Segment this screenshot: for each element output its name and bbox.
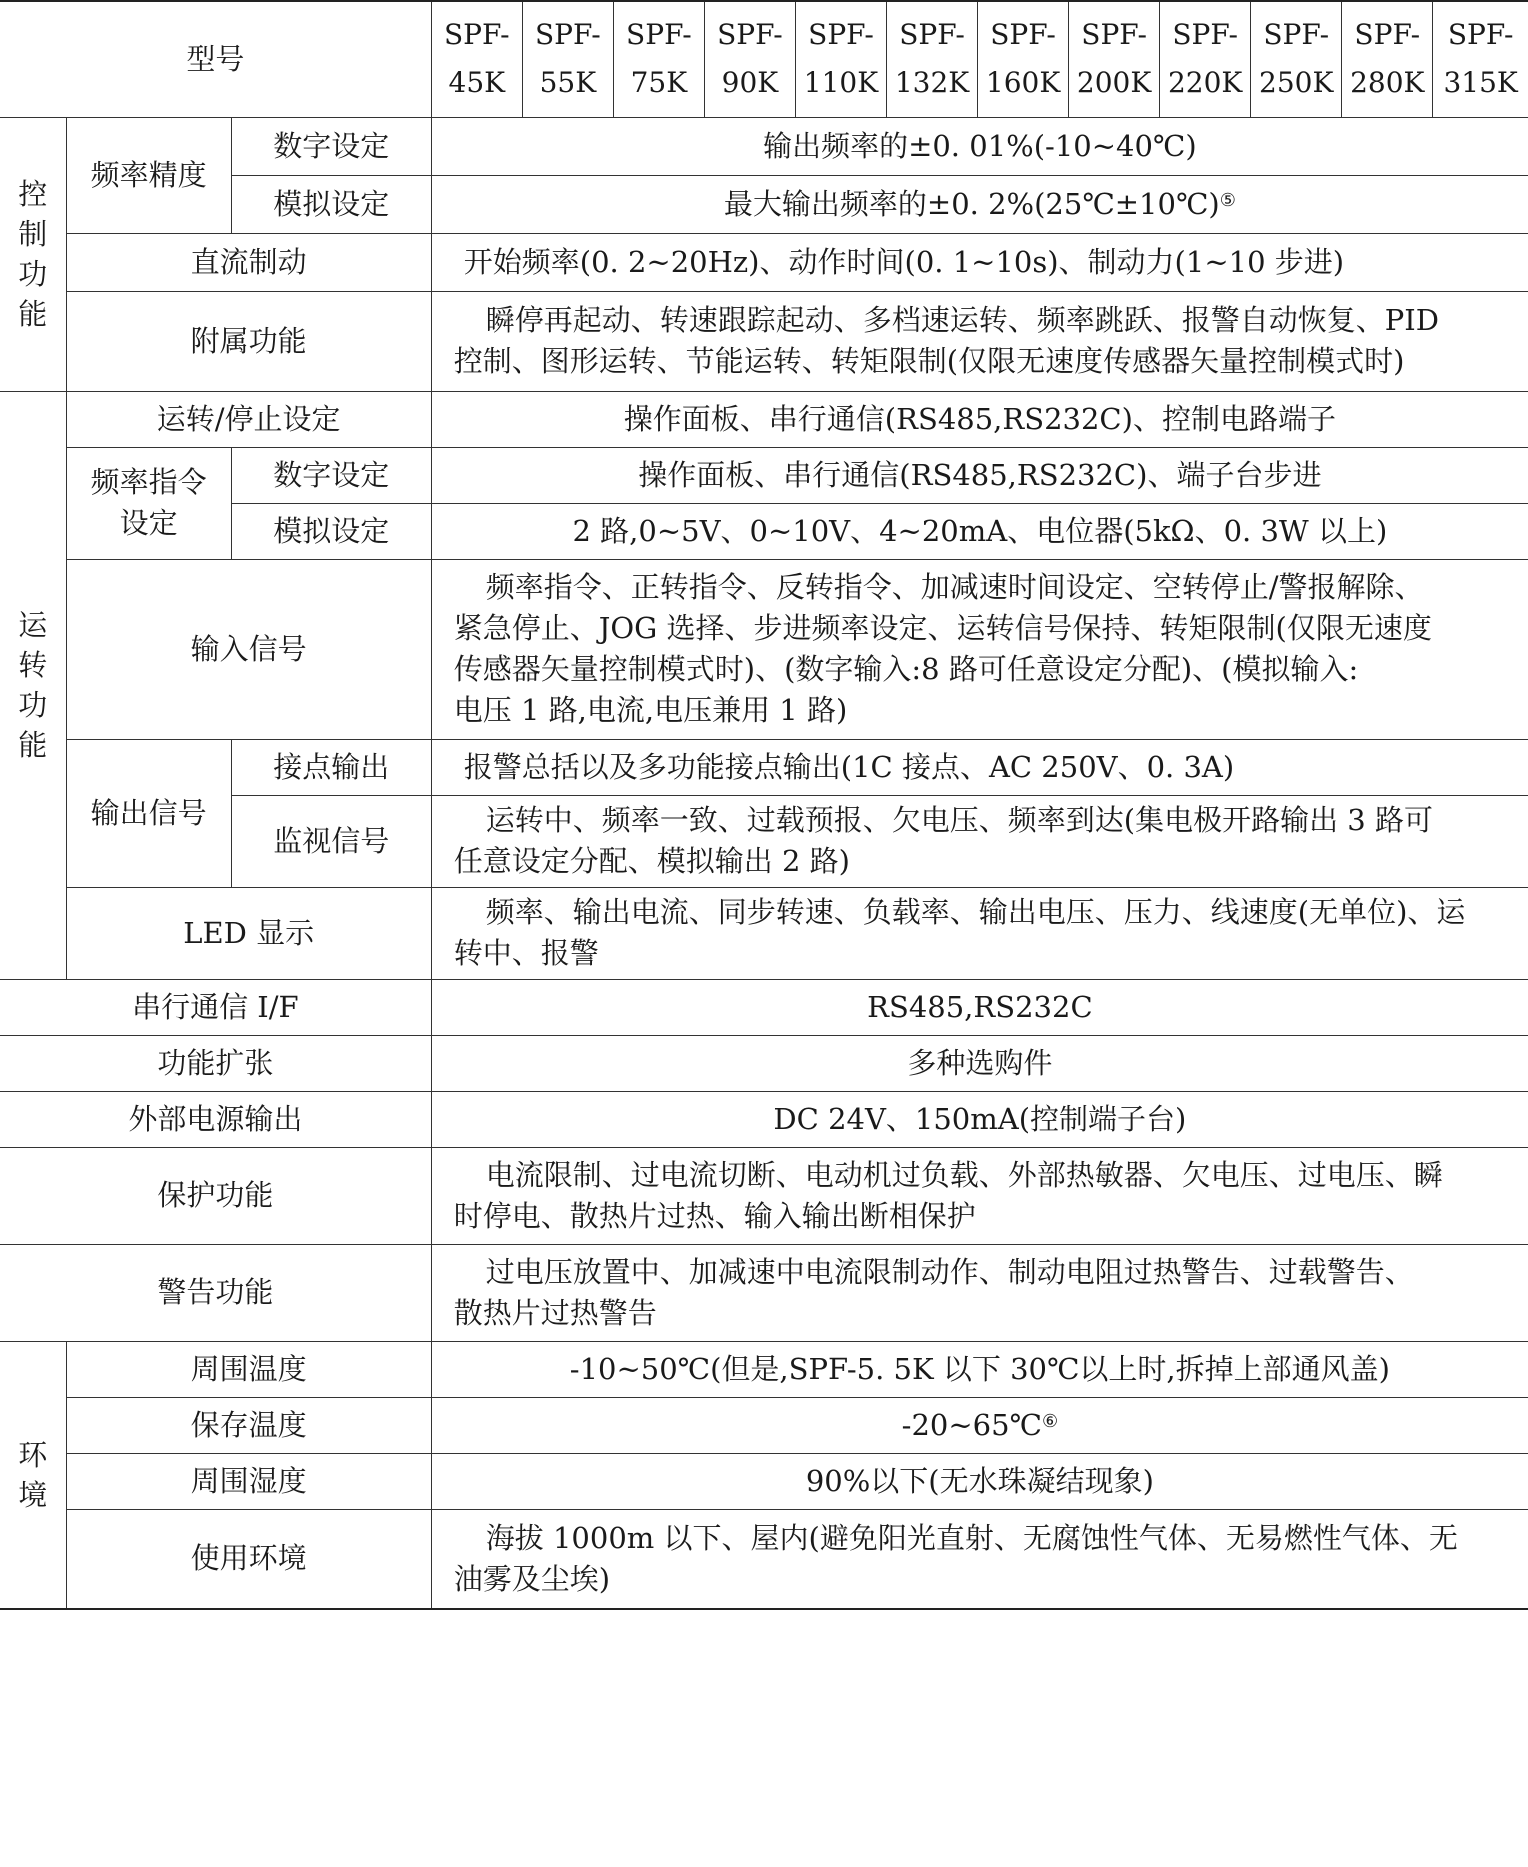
model-prefix: SPF-: [808, 18, 874, 52]
text-line: 紧急停止、JOG 选择、步进频率设定、运转信号保持、转矩限制(仅限无速度: [453, 611, 1432, 645]
protection-row: [0, 1147, 1528, 1244]
model-cell: [1251, 1, 1342, 117]
storage-temp-row: [0, 1397, 1528, 1453]
text-line: 油雾及尘埃): [453, 1561, 611, 1596]
freq-cmd-label-line: 频率指令: [90, 465, 207, 499]
usage-env-row: [0, 1509, 1528, 1609]
input-signal-cell: [431, 559, 1528, 739]
input-signal-label: 输入信号: [66, 559, 431, 739]
model-size: 132K: [894, 66, 970, 100]
group-char: 转: [18, 648, 48, 682]
output-signal-label: 输出信号: [66, 739, 231, 887]
freq-precision-digital-value: 输出频率的±0. 01%(-10~40℃): [431, 117, 1528, 175]
model-size: 90K: [721, 66, 779, 100]
contact-output-label: 接点输出: [231, 739, 431, 795]
model-prefix: SPF-: [626, 18, 692, 52]
model-prefix: SPF-: [1081, 18, 1147, 52]
warning-row: [0, 1244, 1528, 1341]
led-display-row: [0, 887, 1528, 979]
text-line: 电流限制、过电流切断、电动机过负载、外部热敏器、欠电压、过电压、瞬: [485, 1157, 1443, 1192]
footnote-marker: ⑥: [1041, 1410, 1059, 1432]
ext-power-value: DC 24V、150mA(控制端子台): [431, 1091, 1528, 1147]
run-stop-value: 操作面板、串行通信(RS485,RS232C)、控制电路端子: [431, 391, 1528, 447]
serial-value: RS485,RS232C: [431, 979, 1528, 1035]
model-prefix: SPF-: [899, 18, 965, 52]
model-size: 280K: [1350, 66, 1425, 100]
text-line: 频率指令、正转指令、反转指令、加减速时间设定、空转停止/警报解除、: [485, 570, 1424, 604]
control-freq-digital-row: [0, 117, 1528, 175]
model-cell: [522, 1, 613, 117]
group-char: 功: [18, 257, 48, 291]
text-line: 传感器矢量控制模式时)、(数字输入:8 路可任意设定分配)、(模拟输入:: [453, 652, 1359, 686]
input-signal-row: [0, 559, 1528, 739]
header-row: [0, 1, 1528, 117]
model-cell: [1342, 1, 1433, 117]
group-char: 控: [18, 177, 48, 211]
storage-temp-cell: [431, 1397, 1528, 1453]
model-size: 45K: [448, 66, 506, 100]
freq-precision-analog-value: 最大输出频率的±0. 2%(25℃±10℃): [723, 186, 1220, 221]
run-stop-row: [0, 391, 1528, 447]
model-prefix: SPF-: [443, 18, 510, 52]
protection-label: 保护功能: [0, 1147, 431, 1244]
digital-setting-label: 数字设定: [231, 117, 431, 175]
freq-cmd-label: [66, 447, 231, 559]
model-size: 200K: [1076, 66, 1152, 100]
text-line: 控制、图形运转、节能运转、转矩限制(仅限无速度传感器矢量控制模式时): [453, 344, 1405, 378]
model-prefix: SPF-: [990, 18, 1056, 52]
environment-group-label: [0, 1341, 66, 1609]
model-cell: [431, 1, 522, 117]
humidity-row: [0, 1453, 1528, 1509]
model-size: 220K: [1167, 66, 1243, 100]
freq-cmd-digital-row: [0, 447, 1528, 503]
humidity-value: 90%以下(无水珠凝结现象): [431, 1453, 1528, 1509]
ambient-temp-row: [0, 1341, 1528, 1397]
text-line: 时停电、散热片过热、输入输出断相保护: [453, 1198, 976, 1233]
dc-brake-cell: [431, 233, 1528, 291]
freq-cmd-digital-value: 操作面板、串行通信(RS485,RS232C)、端子台步进: [431, 447, 1528, 503]
warning-label: 警告功能: [0, 1244, 431, 1341]
model-size: 250K: [1259, 66, 1334, 100]
control-group-label: [0, 117, 66, 391]
model-cell: [1433, 1, 1528, 117]
ext-power-row: [0, 1091, 1528, 1147]
ambient-temp-label: 周围温度: [66, 1341, 431, 1397]
freq-cmd-label-line: 设定: [119, 506, 178, 540]
group-char: 能: [18, 297, 48, 331]
contact-output-value: 报警总括以及多功能接点输出(1C 接点、AC 250V、0. 3A): [463, 749, 1235, 784]
serial-row: [0, 979, 1528, 1035]
group-char: 制: [18, 217, 48, 251]
freq-precision-label: 频率精度: [66, 117, 231, 233]
dc-brake-row: [0, 233, 1528, 291]
text-line: 过电压放置中、加减速中电流限制动作、制动电阻过热警告、过载警告、: [485, 1254, 1414, 1289]
usage-env-label: 使用环境: [66, 1509, 431, 1609]
warning-cell: [431, 1244, 1528, 1341]
model-cell: [978, 1, 1069, 117]
model-prefix: SPF-: [1172, 18, 1238, 52]
group-char: 境: [18, 1477, 48, 1512]
text-line: 散热片过热警告: [453, 1295, 657, 1330]
expansion-value: 多种选购件: [431, 1035, 1528, 1091]
analog-setting-label: 模拟设定: [231, 175, 431, 233]
led-display-label: LED 显示: [66, 887, 431, 979]
model-prefix: SPF-: [1447, 18, 1514, 52]
footnote-marker: ⑤: [1219, 189, 1236, 211]
text-line: 任意设定分配、模拟输出 2 路): [453, 844, 850, 878]
model-size: 160K: [985, 66, 1061, 100]
ext-power-label: 外部电源输出: [0, 1091, 431, 1147]
serial-label: 串行通信 I/F: [0, 979, 431, 1035]
expansion-row: [0, 1035, 1528, 1091]
storage-temp-label: 保存温度: [66, 1397, 431, 1453]
humidity-label: 周围湿度: [66, 1453, 431, 1509]
text-line: 电压 1 路,电流,电压兼用 1 路): [453, 693, 848, 727]
aux-function-label: 附属功能: [66, 291, 431, 391]
model-cell: [1160, 1, 1251, 117]
aux-function-cell: [431, 291, 1528, 391]
model-prefix: SPF-: [1263, 18, 1330, 52]
monitor-signal-label: 监视信号: [231, 795, 431, 887]
text-line: 转中、报警: [453, 936, 599, 970]
run-stop-label: 运转/停止设定: [66, 391, 431, 447]
group-char: 能: [18, 728, 48, 762]
model-size: 315K: [1443, 66, 1518, 100]
model-cell: [613, 1, 704, 117]
model-prefix: SPF-: [1354, 18, 1421, 52]
model-prefix: SPF-: [717, 18, 783, 52]
model-header-label: 型号: [0, 1, 431, 117]
digital-setting-label: 数字设定: [231, 447, 431, 503]
aux-function-row: [0, 291, 1528, 391]
contact-output-row: [0, 739, 1528, 795]
model-size: 110K: [803, 66, 879, 100]
text-line: 瞬停再起动、转速跟踪起动、多档速运转、频率跳跃、报警自动恢复、PID: [485, 303, 1439, 337]
group-char: 运: [18, 608, 48, 642]
usage-env-cell: [431, 1509, 1528, 1609]
storage-temp-value: -20~65℃: [901, 1407, 1042, 1442]
freq-precision-analog-cell: [431, 175, 1528, 233]
model-cell: [795, 1, 886, 117]
run-group-label: [0, 391, 66, 979]
monitor-signal-cell: [431, 795, 1528, 887]
ambient-temp-value: -10~50℃(但是,SPF-5. 5K 以下 30℃以上时,拆掉上部通风盖): [431, 1341, 1528, 1397]
model-size: 75K: [630, 66, 688, 100]
text-line: 运转中、频率一致、过载预报、欠电压、频率到达(集电极开路输出 3 路可: [485, 803, 1433, 837]
led-display-cell: [431, 887, 1528, 979]
model-cell: [887, 1, 978, 117]
dc-brake-label: 直流制动: [66, 233, 431, 291]
model-cell: [704, 1, 795, 117]
model-prefix: SPF-: [535, 18, 601, 52]
expansion-label: 功能扩张: [0, 1035, 431, 1091]
model-cell: [1069, 1, 1160, 117]
freq-cmd-analog-value: 2 路,0~5V、0~10V、4~20mA、电位器(5kΩ、0. 3W 以上): [431, 503, 1528, 559]
model-size: 55K: [539, 66, 597, 100]
text-line: 海拔 1000m 以下、屋内(避免阳光直射、无腐蚀性气体、无易燃性气体、无: [485, 1520, 1458, 1555]
text-line: 频率、输出电流、同步转速、负载率、输出电压、压力、线速度(无单位)、运: [485, 895, 1466, 929]
group-char: 功: [18, 688, 48, 722]
analog-setting-label: 模拟设定: [231, 503, 431, 559]
dc-brake-value: 开始频率(0. 2~20Hz)、动作时间(0. 1~10s)、制动力(1~10 步进): [463, 244, 1345, 279]
group-char: 环: [18, 1437, 48, 1472]
protection-cell: [431, 1147, 1528, 1244]
contact-output-cell: [431, 739, 1528, 795]
